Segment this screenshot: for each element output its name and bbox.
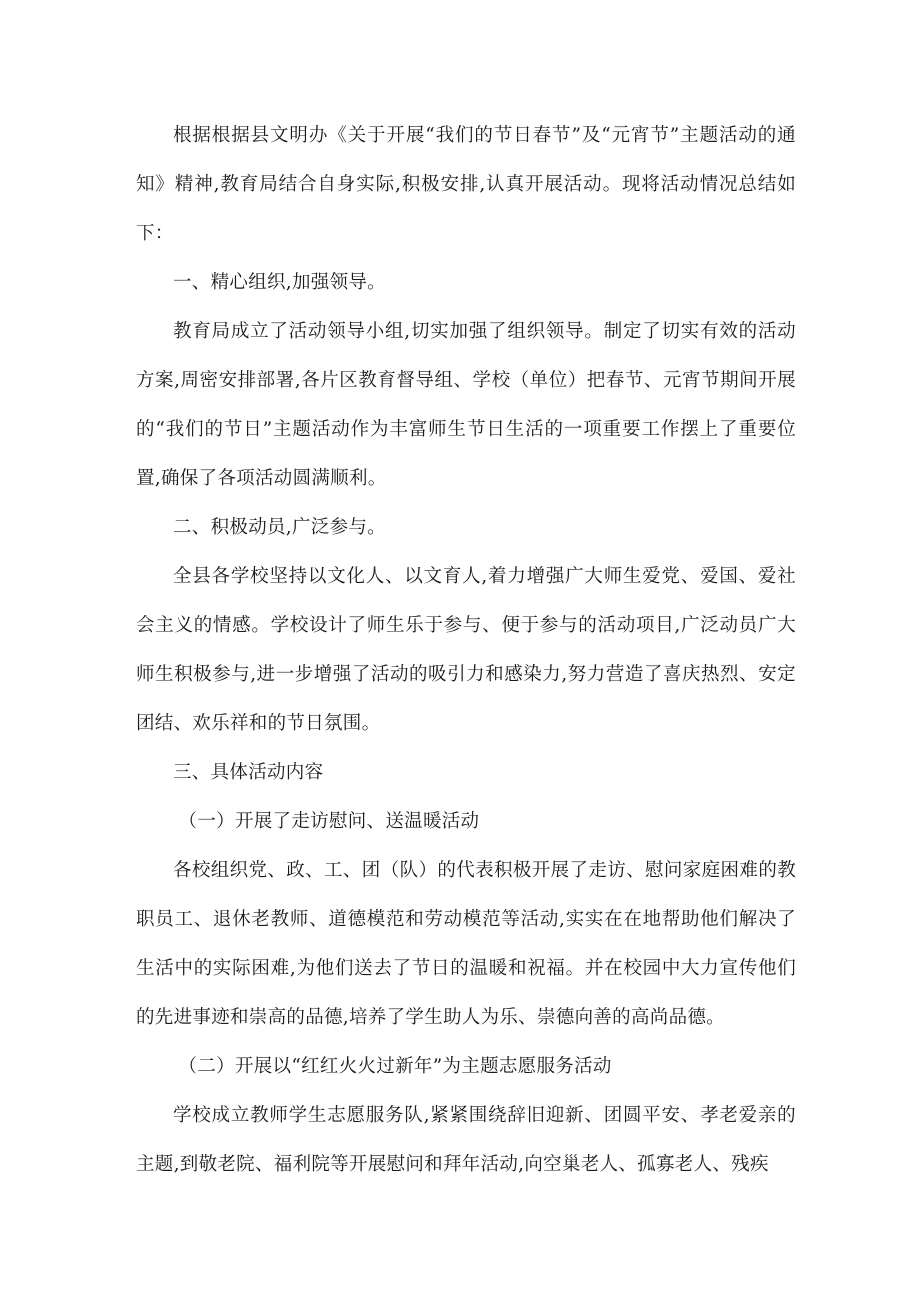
- document-page: [136, 0, 796, 1189]
- body-paragraph: 教育局成立了活动领导小组,切实加强了组织领导。制定了切实有效的活动方案,周密安排部署,各片区教育督导组、学校（单位）把春节、元宵节期间开展的“我们的节日”主题活动作为丰富师生节日生活的一项重要工作摆上了重要位置,确保了各项活动圆满顺利。: [136, 321, 796, 489]
- subsection-heading-1: （一）开展了走访慰问、送温暖活动: [178, 811, 480, 832]
- section-heading-1: 一、精心组织,加强领导。: [173, 272, 386, 293]
- subsection-heading-2: （二）开展以“红红火火过新年”为主题志愿服务活动: [178, 1056, 612, 1077]
- intro-paragraph: 根据根据县文明办《关于开展“我们的节日春节”及“元宵节”主题活动的通知》精神,教育局结合自身实际,积极安排,认真开展活动。现将活动情况总结如下：: [136, 125, 796, 244]
- body-paragraph: 各校组织党、政、工、团（队）的代表积极开展了走访、慰问家庭困难的教职员工、退休老教师、道德模范和劳动模范等活动,实实在在地帮助他们解决了生活中的实际困难,为他们送去了节日的温暖和祝福。并在校园中大力宣传他们的先进事迹和崇高的品德,培养了学生助人为乐、崇德向善的高尚品德。: [136, 860, 796, 1028]
- body-paragraph: 全县各学校坚持以文化人、以文育人,着力增强广大师生爱党、爱国、爱社会主义的情感。学校设计了师生乐于参与、便于参与的活动项目,广泛动员广大师生积极参与,进一步增强了活动的吸引力和感染力,努力营造了喜庆热烈、安定团结、欢乐祥和的节日氛围。: [136, 566, 796, 734]
- section-heading-3: 三、具体活动内容: [173, 762, 324, 783]
- body-paragraph: 学校成立教师学生志愿服务队,紧紧围绕辞旧迎新、团圆平安、孝老爱亲的主题,到敬老院、福利院等开展慰问和拜年活动,向空巢老人、孤寡老人、残疾: [136, 1105, 796, 1175]
- section-heading-2: 二、积极动员,广泛参与。: [173, 517, 386, 538]
